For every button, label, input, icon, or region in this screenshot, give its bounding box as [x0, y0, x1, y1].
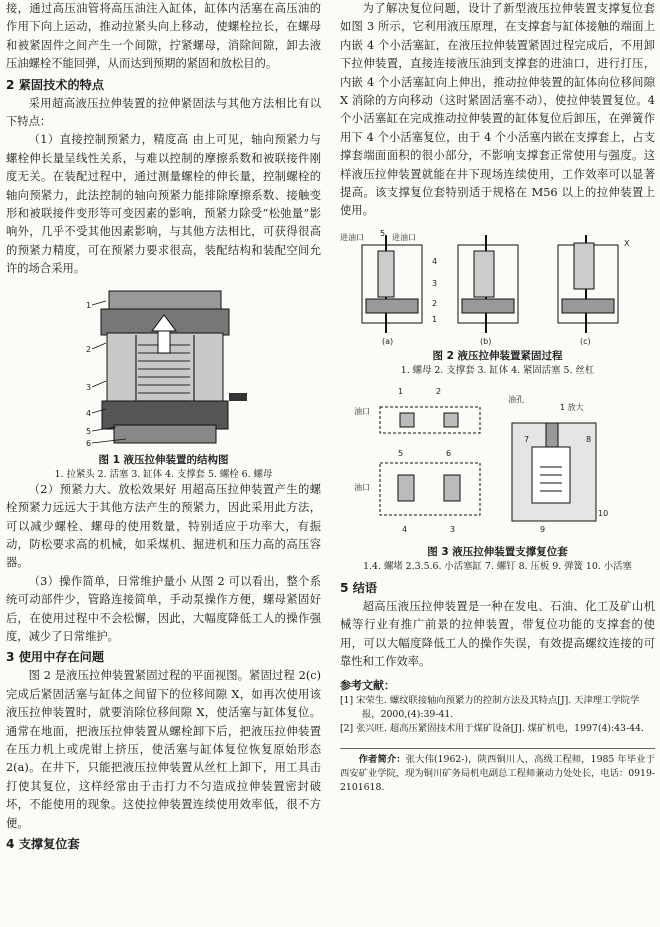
figure-1-title: 图 1 液压拉伸装置的结构图	[98, 453, 229, 466]
figure-2-drawing	[340, 229, 655, 347]
figure-2-label-2: 2	[432, 298, 438, 308]
figure-1-label-2: 2	[86, 344, 92, 354]
figure-1-caption: 1. 拉紧头 2. 活塞 3. 缸体 4. 支撑套 5. 螺栓 6. 螺母	[54, 468, 273, 480]
section-4-paragraph: 为了解决复位问题，设计了新型液压拉伸装置支撑复位套如图 3 所示，它利用液压原理，在支撑套与缸体接触的端面上内嵌 4 个小活塞缸，在液压拉伸装置紧固过程完成后，不用卸下拉伸装置，直接连接液压油到支撑套的进油口，进行打压，内嵌 4 个小活塞缸向上伸出，推动拉伸装置的缸体向位移间隙 X 消除的方向移动（这时紧固活塞不动），使拉伸装置复位。4 个小活塞缸在完成推动拉伸装置的缸体复位后卸压，在弹簧作用下 4 个小活塞复位，由于 4 个小活塞内嵌在支撑套上，占支撑套端面面积的很小部分，不影响支撑套正常使用与强度。这样液压拉伸装置就能在井下现场连续使用，工作效率可以显著提高。该支撑复位套特别适于规格在 M56 以上的拉伸装置上使用。	[340, 2, 655, 218]
figure-1	[6, 285, 321, 451]
figure-3-label-10: 10	[598, 508, 609, 518]
figure-2-caption: 1. 螺母 2. 支撑套 3. 缸体 4. 紧固活塞 5. 丝杠	[400, 364, 595, 376]
section-3-paragraph: 图 2 是液压拉伸装置紧固过程的平面视图。紧固过程 2(c) 完成后紧固活塞与缸体之间留下的位移间隙 X，如再次使用该液压拉伸装置时，就要消除位移间隙 X，使活塞与缸体复位。通常在地面，把液压拉伸装置从螺栓卸下后，把液压拉伸装置在压力机上或虎钳上挤压，使活塞与缸体复位恢复原始形态 2(a)。在井下，只能把液压拉伸装置从丝杠上卸下，用工具击打使其复位，这样经常由于击打力不匀造成拉伸装置密封破坏，不能使用的现象。这使拉伸装置连续使用效率低，很不方便。	[6, 669, 321, 830]
figure-2-sub-a: (a)	[382, 336, 394, 346]
author-bio-text: 张大伟(1962-)，陕西铜川人，高级工程师，1985 年毕业于西安矿业学院，现为铜川矿务局机电副总工程师兼动力处处长，电话：0919-2101618.	[340, 753, 656, 793]
figure-1-label-3: 3	[86, 382, 92, 392]
author-bio	[340, 748, 655, 795]
figure-2-label-4: 4	[432, 256, 438, 266]
reference-2: [2] 张兴旺. 超高压紧固技术用于煤矿设备[J]. 煤矿机电，1997(4):43-44.	[340, 722, 644, 734]
author-bio-label: 作者简介：	[358, 753, 406, 765]
figure-3-title: 图 3 液压拉伸装置支撑复位套	[427, 545, 568, 558]
figure-2-inlet-a: 进油口	[340, 232, 364, 242]
figure-3-label-5: 5	[398, 448, 404, 458]
left-column	[6, 0, 321, 854]
feature-3-paragraph: （3）操作简单，日常维护量小 从图 2 可以看出，整个系统可动部件少，管路连接简单，手动泵操作方便，螺母紧固好后，在使用过程中不会松懈，因此，大幅度降低工人的操作强度，减少了日常维护。	[6, 574, 321, 643]
reference-1: [1] 宋荣生. 螺纹联接轴向预紧力的控制方法及其特点[J]. 天津理工学院学报，2000,(4):39-41.	[340, 694, 640, 720]
figure-3-caption: 1.4. 螺堵 2.3.5.6. 小活塞缸 7. 螺钉 8. 压板 9. 弹簧 10. 小活塞	[363, 560, 632, 572]
section-2-intro: 采用超高液压拉伸装置的拉伸紧固法与其他方法相比有以下特点：	[6, 96, 321, 129]
figure-3-label-1: 1	[398, 386, 404, 396]
figure-2-label-5: 5	[380, 228, 386, 238]
figure-2-label-3: 3	[432, 278, 438, 288]
figure-3-label-8: 8	[586, 434, 592, 444]
figure-3-inlet-2: 油口	[354, 482, 370, 492]
figure-3-label-2: 2	[436, 386, 442, 396]
right-column	[340, 0, 655, 795]
figure-2-sub-b: (b)	[480, 336, 492, 346]
figure-3-label-6: 6	[446, 448, 452, 458]
figure-1-label-1: 1	[86, 300, 92, 310]
figure-3-label-9: 9	[540, 524, 546, 534]
figure-2-sub-c: (c)	[580, 336, 591, 346]
section-3-heading: 3 使用中存在问题	[6, 650, 105, 665]
figure-2-title: 图 2 液压拉伸装置紧固过程	[432, 349, 563, 362]
figure-1-drawing	[6, 285, 321, 451]
figure-3-label-4: 4	[402, 524, 408, 534]
figure-2	[340, 229, 655, 347]
figure-3-drawing	[340, 383, 655, 543]
section-5-heading: 5 结语	[340, 580, 378, 595]
figure-1-label-5: 5	[86, 426, 92, 436]
figure-2-label-1: 1	[432, 314, 438, 324]
figure-3	[340, 383, 655, 543]
section-5-paragraph: 超高压液压拉伸装置是一种在发电、石油、化工及矿山机械等行业有推广前景的拉伸装置，带复位功能的支撑套的使用，可以大幅度降低工人的操作失误，有效提高螺纹连接的可靠性和工作效率。	[340, 599, 655, 669]
intro-paragraph: 接，通过高压油管将高压油注入缸体，缸体内活塞在高压油的作用下向上运动，推动拉紧头向上移动，使螺栓拉长，在螺母和被紧固件之间产生一个间隙，拧紧螺母，消除间隙，卸去液压油螺栓不能回弹，从而达到预期的紧固和放松目的。	[6, 2, 321, 71]
figure-3-label-7: 7	[524, 434, 530, 444]
figure-1-label-4: 4	[86, 408, 92, 418]
figure-3-oil-hole: 油孔	[508, 394, 524, 404]
figure-1-label-6: 6	[86, 438, 92, 448]
figure-2-x-label: X	[624, 238, 630, 248]
section-4-heading: 4 支撑复位套	[6, 837, 80, 851]
figure-3-inlet: 油口	[354, 406, 370, 416]
feature-1-paragraph: （1）直接控制预紧力，精度高 由上可见，轴向预紧力与螺栓伸长量呈线性关系，与难以控制的摩擦系数和被联接件刚度无关。在装配过程中，通过测量螺栓的伸长量，控制螺栓的轴向预紧力，此法控制的轴向预紧力能排除摩擦系数、接触变形和被联接件变形等可变因素的影响，预紧力除受“松弛量”影响外，几乎不受其他因素影响，与其他方法相比，可获得很高的预紧力精度，可在预紧力要求很高，装配结构和装配空间允许的场合采用。	[6, 133, 321, 276]
references-title: 参考文献：	[340, 678, 395, 692]
feature-2-paragraph: （2）预紧力大、放松效果好 用超高压拉伸装置产生的螺栓预紧力远远大于其他方法产生的预紧力，因此采用此方法，可以减少螺栓、螺母的使用数量，特别适应于功率大，有振动，防松要求高的机械，如采煤机、掘进机和压力高的高压容器。	[6, 482, 321, 570]
figure-3-enlarge-label: 1 放大	[560, 402, 584, 412]
figure-3-label-3: 3	[450, 524, 456, 534]
section-2-heading: 2 紧固技术的特点	[6, 77, 105, 92]
figure-2-inlet-b: 进油口	[392, 232, 416, 242]
